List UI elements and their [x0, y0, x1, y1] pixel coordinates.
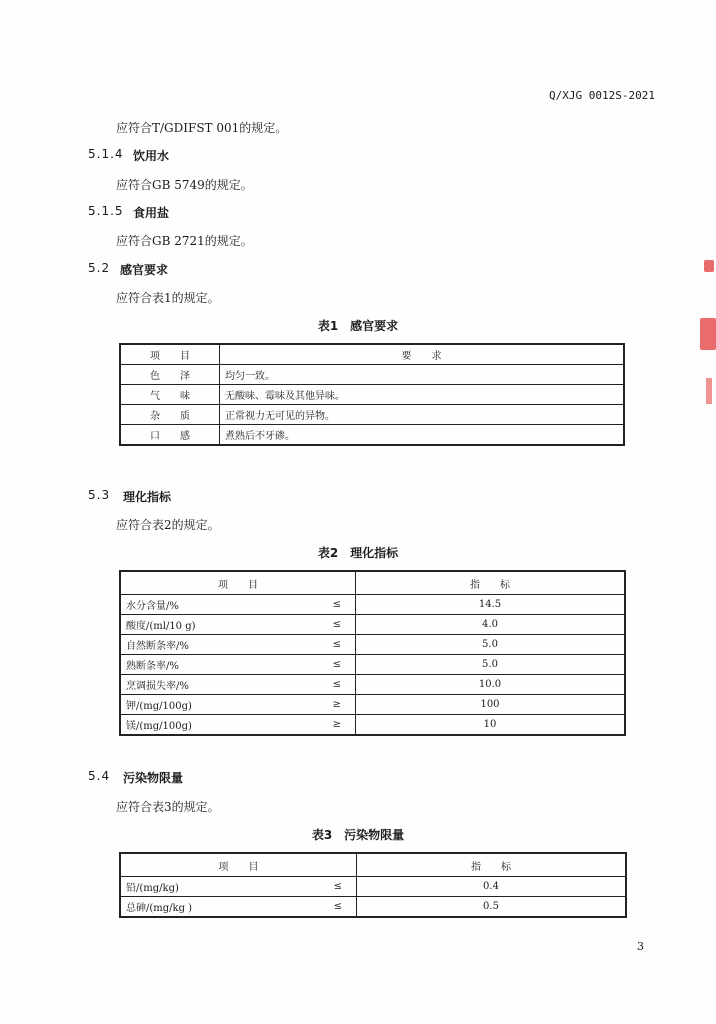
table-row — [120, 425, 624, 446]
section-5-4-text: 应符合表3的规定。 — [116, 800, 220, 814]
row-item: 熟断条率/% — [120, 655, 326, 675]
row-value: 0.4 — [357, 877, 627, 897]
table-header-row — [120, 853, 626, 877]
table-row — [120, 715, 625, 736]
table-row — [120, 365, 624, 385]
seal-fragment — [706, 378, 712, 404]
table-row — [120, 695, 625, 715]
section-5-1-5-text: 应符合GB 2721的规定。 — [116, 234, 253, 248]
table-row — [120, 897, 626, 918]
table-row — [120, 385, 624, 405]
table-row — [120, 877, 626, 897]
row-sign: ≤ — [326, 635, 356, 655]
table3-caption: 表3 污染物限量 — [311, 828, 405, 842]
row-item: 烹调损失率/% — [120, 675, 326, 695]
intro-text: 应符合T/GDIFST 001的规定。 — [116, 121, 288, 135]
row-item: 铅/(mg/kg) — [120, 877, 327, 897]
row-item: 酸度/(ml/10 g) — [120, 615, 326, 635]
table-header-row — [120, 344, 624, 365]
row-value: 10.0 — [356, 675, 626, 695]
row-value: 100 — [356, 695, 626, 715]
table-row — [120, 595, 625, 615]
row-value: 5.0 — [356, 635, 626, 655]
row-requirement: 无酸味、霉味及其他异味。 — [220, 385, 625, 405]
row-sign: ≤ — [326, 675, 356, 695]
row-requirement: 煮熟后不牙碜。 — [220, 425, 625, 446]
table-row — [120, 615, 625, 635]
contaminant-table — [119, 852, 627, 918]
row-sign: ≤ — [326, 655, 356, 675]
row-sign: ≥ — [326, 715, 356, 736]
row-item: 钾/(mg/100g) — [120, 695, 326, 715]
section-5-1-5-number: 5.1.5 — [88, 204, 124, 218]
row-item: 总砷/(mg/kg ) — [120, 897, 327, 918]
section-5-3-number: 5.3 — [88, 488, 111, 502]
section-5-1-4-text: 应符合GB 5749的规定。 — [116, 178, 253, 192]
header-indicator: 指 标 — [356, 571, 626, 595]
row-item: 杂 质 — [120, 405, 220, 425]
table2-caption: 表2 理化指标 — [317, 546, 399, 560]
row-item: 水分含量/% — [120, 595, 326, 615]
section-5-1-5-title: 食用盐 — [133, 206, 170, 220]
header-item: 项 目 — [120, 853, 357, 877]
page-number: 3 — [637, 940, 644, 953]
section-5-1-4-number: 5.1.4 — [88, 147, 124, 161]
row-requirement: 正常视力无可见的异物。 — [220, 405, 625, 425]
row-sign: ≤ — [327, 897, 357, 918]
section-5-2-text: 应符合表1的规定。 — [116, 291, 220, 305]
seal-fragment — [704, 260, 714, 272]
row-value: 14.5 — [356, 595, 626, 615]
table1-caption: 表1 感官要求 — [317, 319, 399, 333]
header-requirement: 要 求 — [220, 344, 625, 365]
row-sign: ≤ — [326, 615, 356, 635]
table-row — [120, 635, 625, 655]
row-value: 5.0 — [356, 655, 626, 675]
table-row — [120, 655, 625, 675]
row-item: 气 味 — [120, 385, 220, 405]
header-item: 项 目 — [120, 344, 220, 365]
section-5-2-number: 5.2 — [88, 261, 111, 275]
row-item: 色 泽 — [120, 365, 220, 385]
document-id: Q/XJG 0012S-2021 — [549, 89, 655, 102]
header-indicator: 指 标 — [357, 853, 627, 877]
section-5-3-title: 理化指标 — [123, 490, 172, 504]
section-5-3-text: 应符合表2的规定。 — [116, 518, 220, 532]
row-requirement: 均匀一致。 — [220, 365, 625, 385]
section-5-4-number: 5.4 — [88, 769, 111, 783]
table-header-row — [120, 571, 625, 595]
row-sign: ≤ — [327, 877, 357, 897]
row-sign: ≥ — [326, 695, 356, 715]
section-5-1-4-title: 饮用水 — [133, 149, 170, 163]
row-value: 0.5 — [357, 897, 627, 918]
section-5-4-title: 污染物限量 — [123, 771, 184, 785]
row-value: 4.0 — [356, 615, 626, 635]
table-row — [120, 675, 625, 695]
row-item: 镁/(mg/100g) — [120, 715, 326, 736]
section-5-2-title: 感官要求 — [120, 263, 169, 277]
row-item: 自然断条率/% — [120, 635, 326, 655]
row-item: 口 感 — [120, 425, 220, 446]
seal-fragment — [700, 318, 716, 350]
sensory-table — [119, 343, 625, 446]
row-value: 10 — [356, 715, 626, 736]
table-row — [120, 405, 624, 425]
physicochemical-table — [119, 570, 626, 736]
row-sign: ≤ — [326, 595, 356, 615]
header-item: 项 目 — [120, 571, 356, 595]
